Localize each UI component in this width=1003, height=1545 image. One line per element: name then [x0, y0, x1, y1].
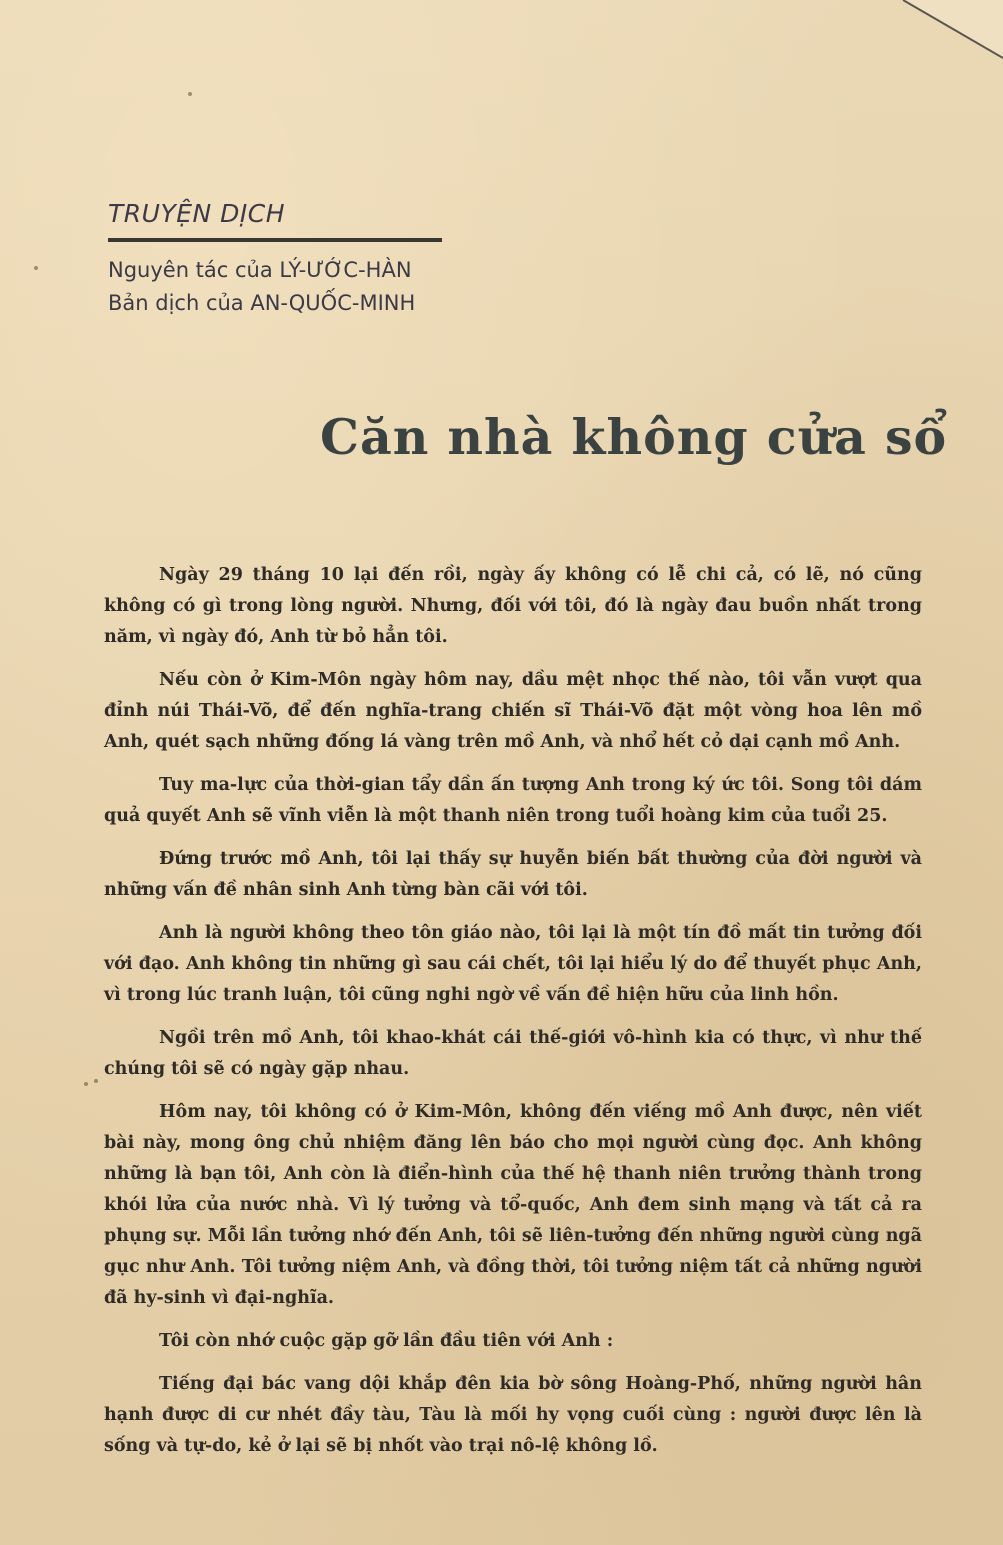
paragraph: Ngày 29 tháng 10 lại đến rồi, ngày ấy không có lễ chi cả, có lẽ, nó cũng không có gì trong lòng người. Nhưng, đối với tôi, đó là ngày đau buồn nhất trong năm, vì ngày đó, Anh từ bỏ hẳn tôi.	[104, 565, 922, 647]
translator-credit: Bản dịch của AN-QUỐC-MINH	[108, 291, 416, 315]
paragraph: Đứng trước mồ Anh, tôi lại thấy sự huyễn biến bất thường của đời người và những vấn đề nhân sinh Anh từng bàn cãi với tôi.	[104, 849, 922, 900]
section-label: TRUYỆN DỊCH	[108, 199, 286, 228]
paragraph: Hôm nay, tôi không có ở Kim-Môn, không đến viếng mồ Anh được, nên viết bài này, mong ông chủ nhiệm đăng lên báo cho mọi người cùng đọc. Anh không những là bạn tôi, Anh còn là điển-hình của thế hệ thanh niên trưởng thành trong khói lửa của nước nhà. Vì lý tưởng và tổ-quốc, Anh đem sinh mạng và tất cả ra phụng sự. Mỗi lần tưởng nhớ đến Anh, tôi sẽ liên-tưởng đến những người cùng ngã gục như Anh. Tôi tưởng niệm Anh, và đồng thời, tôi tưởng niệm tất cả những người đã hy-sinh vì đại-nghĩa.	[104, 1102, 922, 1308]
paper-speck	[188, 92, 192, 96]
article-header	[108, 196, 448, 320]
paper-speck	[84, 1082, 88, 1086]
paragraph: Nếu còn ở Kim-Môn ngày hôm nay, dầu mệt nhọc thế nào, tôi vẫn vượt qua đỉnh núi Thái-Võ, để đến nghĩa-trang chiến sĩ Thái-Võ đặt một vòng hoa lên mồ Anh, quét sạch những đống lá vàng trên mồ Anh, và nhổ hết cỏ dại cạnh mồ Anh.	[104, 670, 922, 752]
paragraph: Tiếng đại bác vang dội khắp đên kia bờ sông Hoàng-Phố, những người hân hạnh được di cư nhét đầy tàu, Tàu là mối hy vọng cuối cùng : người được lên là sống và tự-do, kẻ ở lại sẽ bị nhốt vào trại nô-lệ không lồ.	[104, 1374, 922, 1456]
original-author-credit: Nguyên tác của LÝ-ƯỚC-HÀN	[108, 258, 412, 282]
paper-speck	[34, 266, 38, 270]
paragraph: Tuy ma-lực của thời-gian tẩy dần ấn tượng Anh trong ký ức tôi. Song tôi dám quả quyết Anh sẽ vĩnh viễn là một thanh niên trong tuổi hoàng kim của tuổi 25.	[104, 775, 922, 826]
article-title: Căn nhà không cửa sổ	[320, 408, 948, 466]
article-body	[104, 560, 922, 1474]
paper-speck	[94, 1079, 98, 1083]
paragraph: Anh là người không theo tôn giáo nào, tôi lại là một tín đồ mất tin tưởng đối với đạo. Anh không tin những gì sau cái chết, tôi lại hiểu lý do để thuyết phục Anh, vì trong lúc tranh luận, tôi cũng nghi ngờ về vấn đề hiện hữu của linh hồn.	[104, 923, 922, 1005]
header-rule	[108, 238, 442, 242]
folded-corner	[883, 0, 1003, 70]
paragraph: Tôi còn nhớ cuộc gặp gỡ lần đầu tiên với Anh :	[159, 1331, 614, 1351]
paragraph: Ngồi trên mồ Anh, tôi khao-khát cái thế-giới vô-hình kia có thực, vì như thế chúng tôi sẽ có ngày gặp nhau.	[104, 1028, 922, 1079]
